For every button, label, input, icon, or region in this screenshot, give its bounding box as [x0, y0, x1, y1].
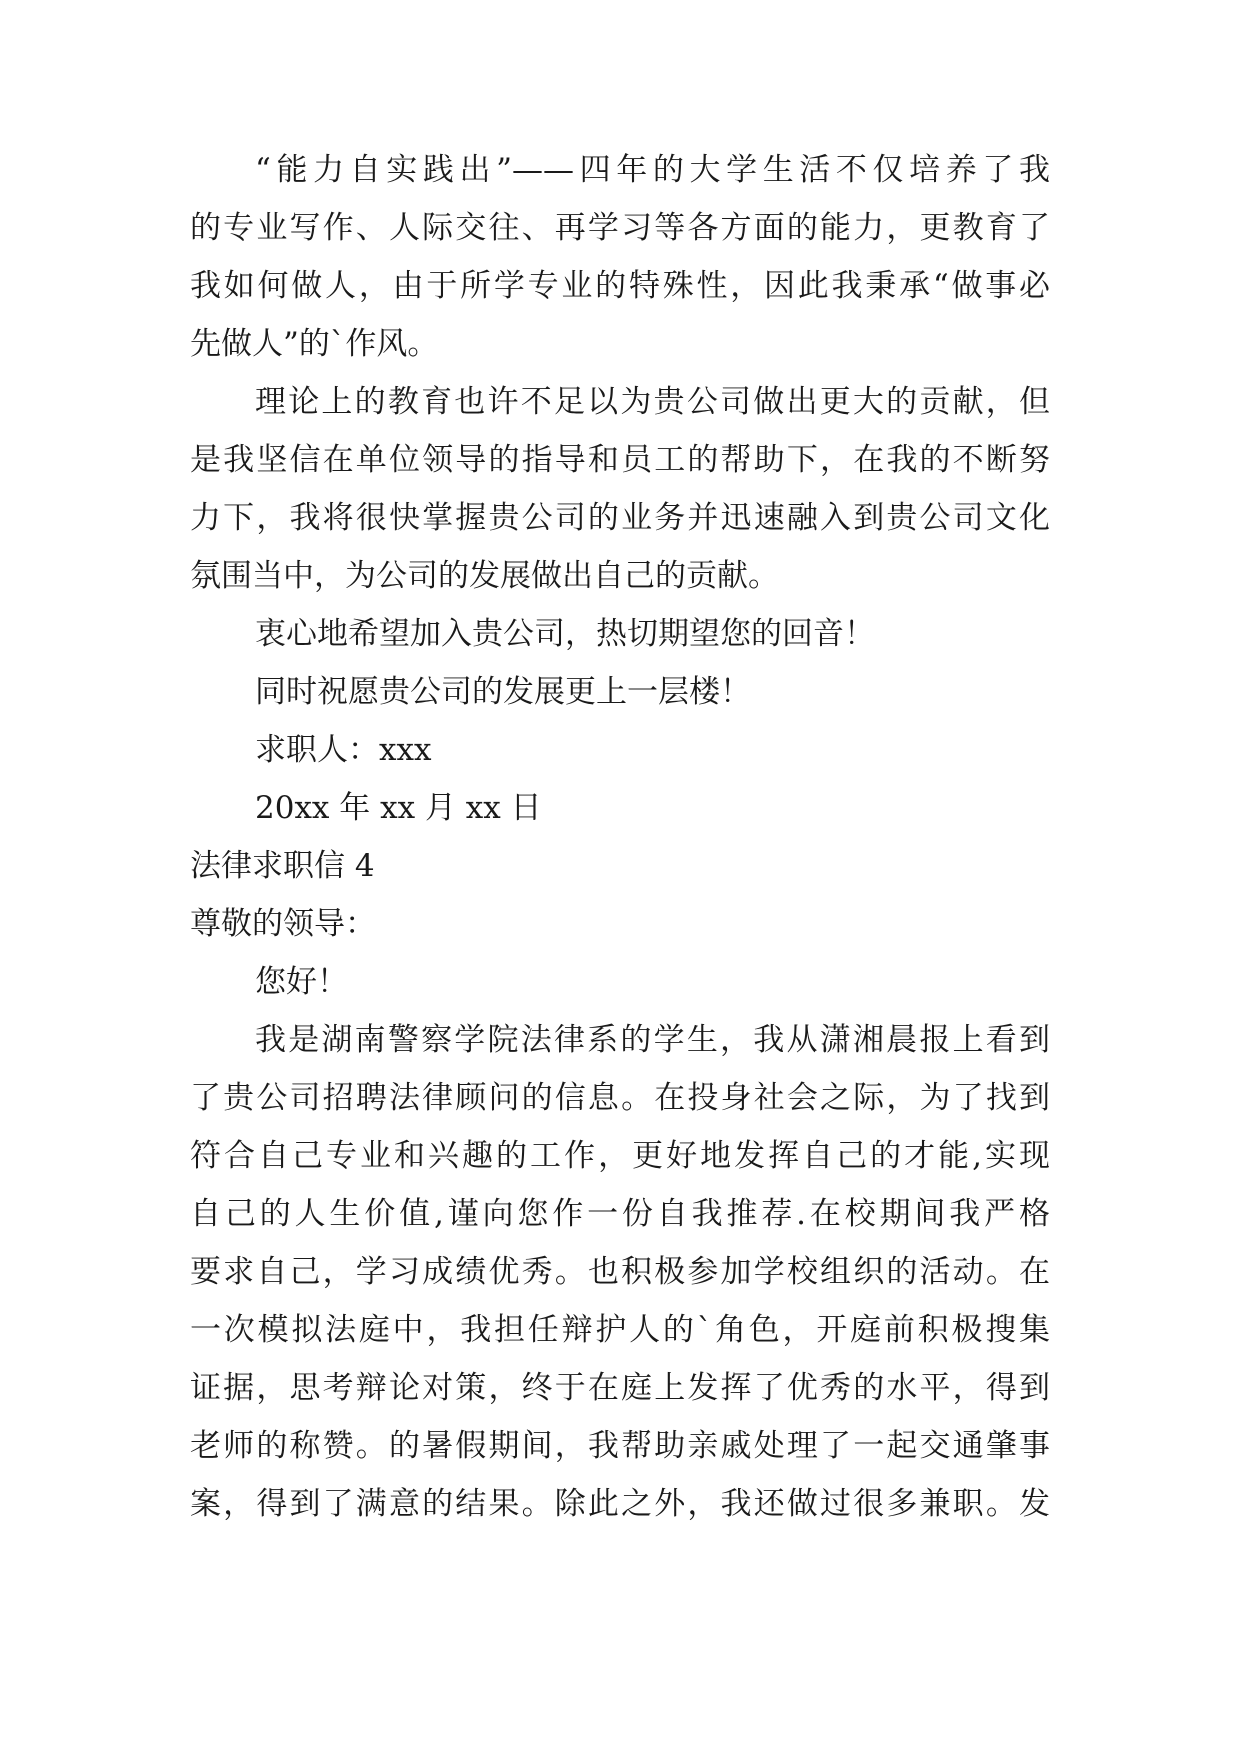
paragraph-3-line-5: 要求自己，学习成绩优秀。也积极参加学校组织的活动。在: [190, 1254, 1050, 1290]
greeting: 您好！: [255, 964, 348, 1000]
paragraph-2-line-1: 理论上的教育也许不足以为贵公司做出更大的贡献，但: [255, 384, 1050, 420]
paragraph-2-line-4: 氛围当中，为公司的发展做出自己的贡献。: [190, 558, 779, 594]
paragraph-1-line-4: 先做人”的`作风。: [190, 326, 439, 362]
closing-wish-line: 同时祝愿贵公司的发展更上一层楼！: [255, 674, 751, 710]
paragraph-2-line-2: 是我坚信在单位领导的指导和员工的帮助下，在我的不断努: [190, 442, 1050, 478]
paragraph-3-line-7: 证据，思考辩论对策，终于在庭上发挥了优秀的水平，得到: [190, 1370, 1050, 1406]
paragraph-3-line-8: 老师的称赞。的暑假期间，我帮助亲戚处理了一起交通肇事: [190, 1428, 1050, 1464]
closing-hope-line: 衷心地希望加入贵公司，热切期望您的回音！: [255, 616, 875, 652]
paragraph-2-line-3: 力下，我将很快掌握贵公司的业务并迅速融入到贵公司文化: [190, 500, 1050, 536]
paragraph-3-line-9: 案，得到了满意的结果。除此之外，我还做过很多兼职。发: [190, 1486, 1050, 1522]
paragraph-1-line-3: 我如何做人，由于所学专业的特殊性，因此我秉承“做事必: [190, 268, 1050, 304]
paragraph-3-line-2: 了贵公司招聘法律顾问的信息。在投身社会之际，为了找到: [190, 1080, 1050, 1116]
paragraph-1-line-1: “能力自实践出”——四年的大学生活不仅培养了我: [255, 152, 1050, 188]
paragraph-3-line-4: 自己的人生价值,谨向您作一份自我推荐.在校期间我严格: [190, 1196, 1050, 1232]
letter-date: 20xx 年 xx 月 xx 日: [255, 790, 542, 826]
section-heading: 法律求职信 4: [190, 848, 375, 884]
salutation: 尊敬的领导：: [190, 906, 376, 942]
paragraph-3-line-1: 我是湖南警察学院法律系的学生，我从潇湘晨报上看到: [255, 1022, 1050, 1058]
paragraph-3-line-3: 符合自己专业和兴趣的工作，更好地发挥自己的才能,实现: [190, 1138, 1050, 1174]
paragraph-3-line-6: 一次模拟法庭中，我担任辩护人的`角色，开庭前积极搜集: [190, 1312, 1050, 1348]
applicant-signature: 求职人：xxx: [255, 732, 432, 768]
paragraph-1-line-2: 的专业写作、人际交往、再学习等各方面的能力，更教育了: [190, 210, 1050, 246]
